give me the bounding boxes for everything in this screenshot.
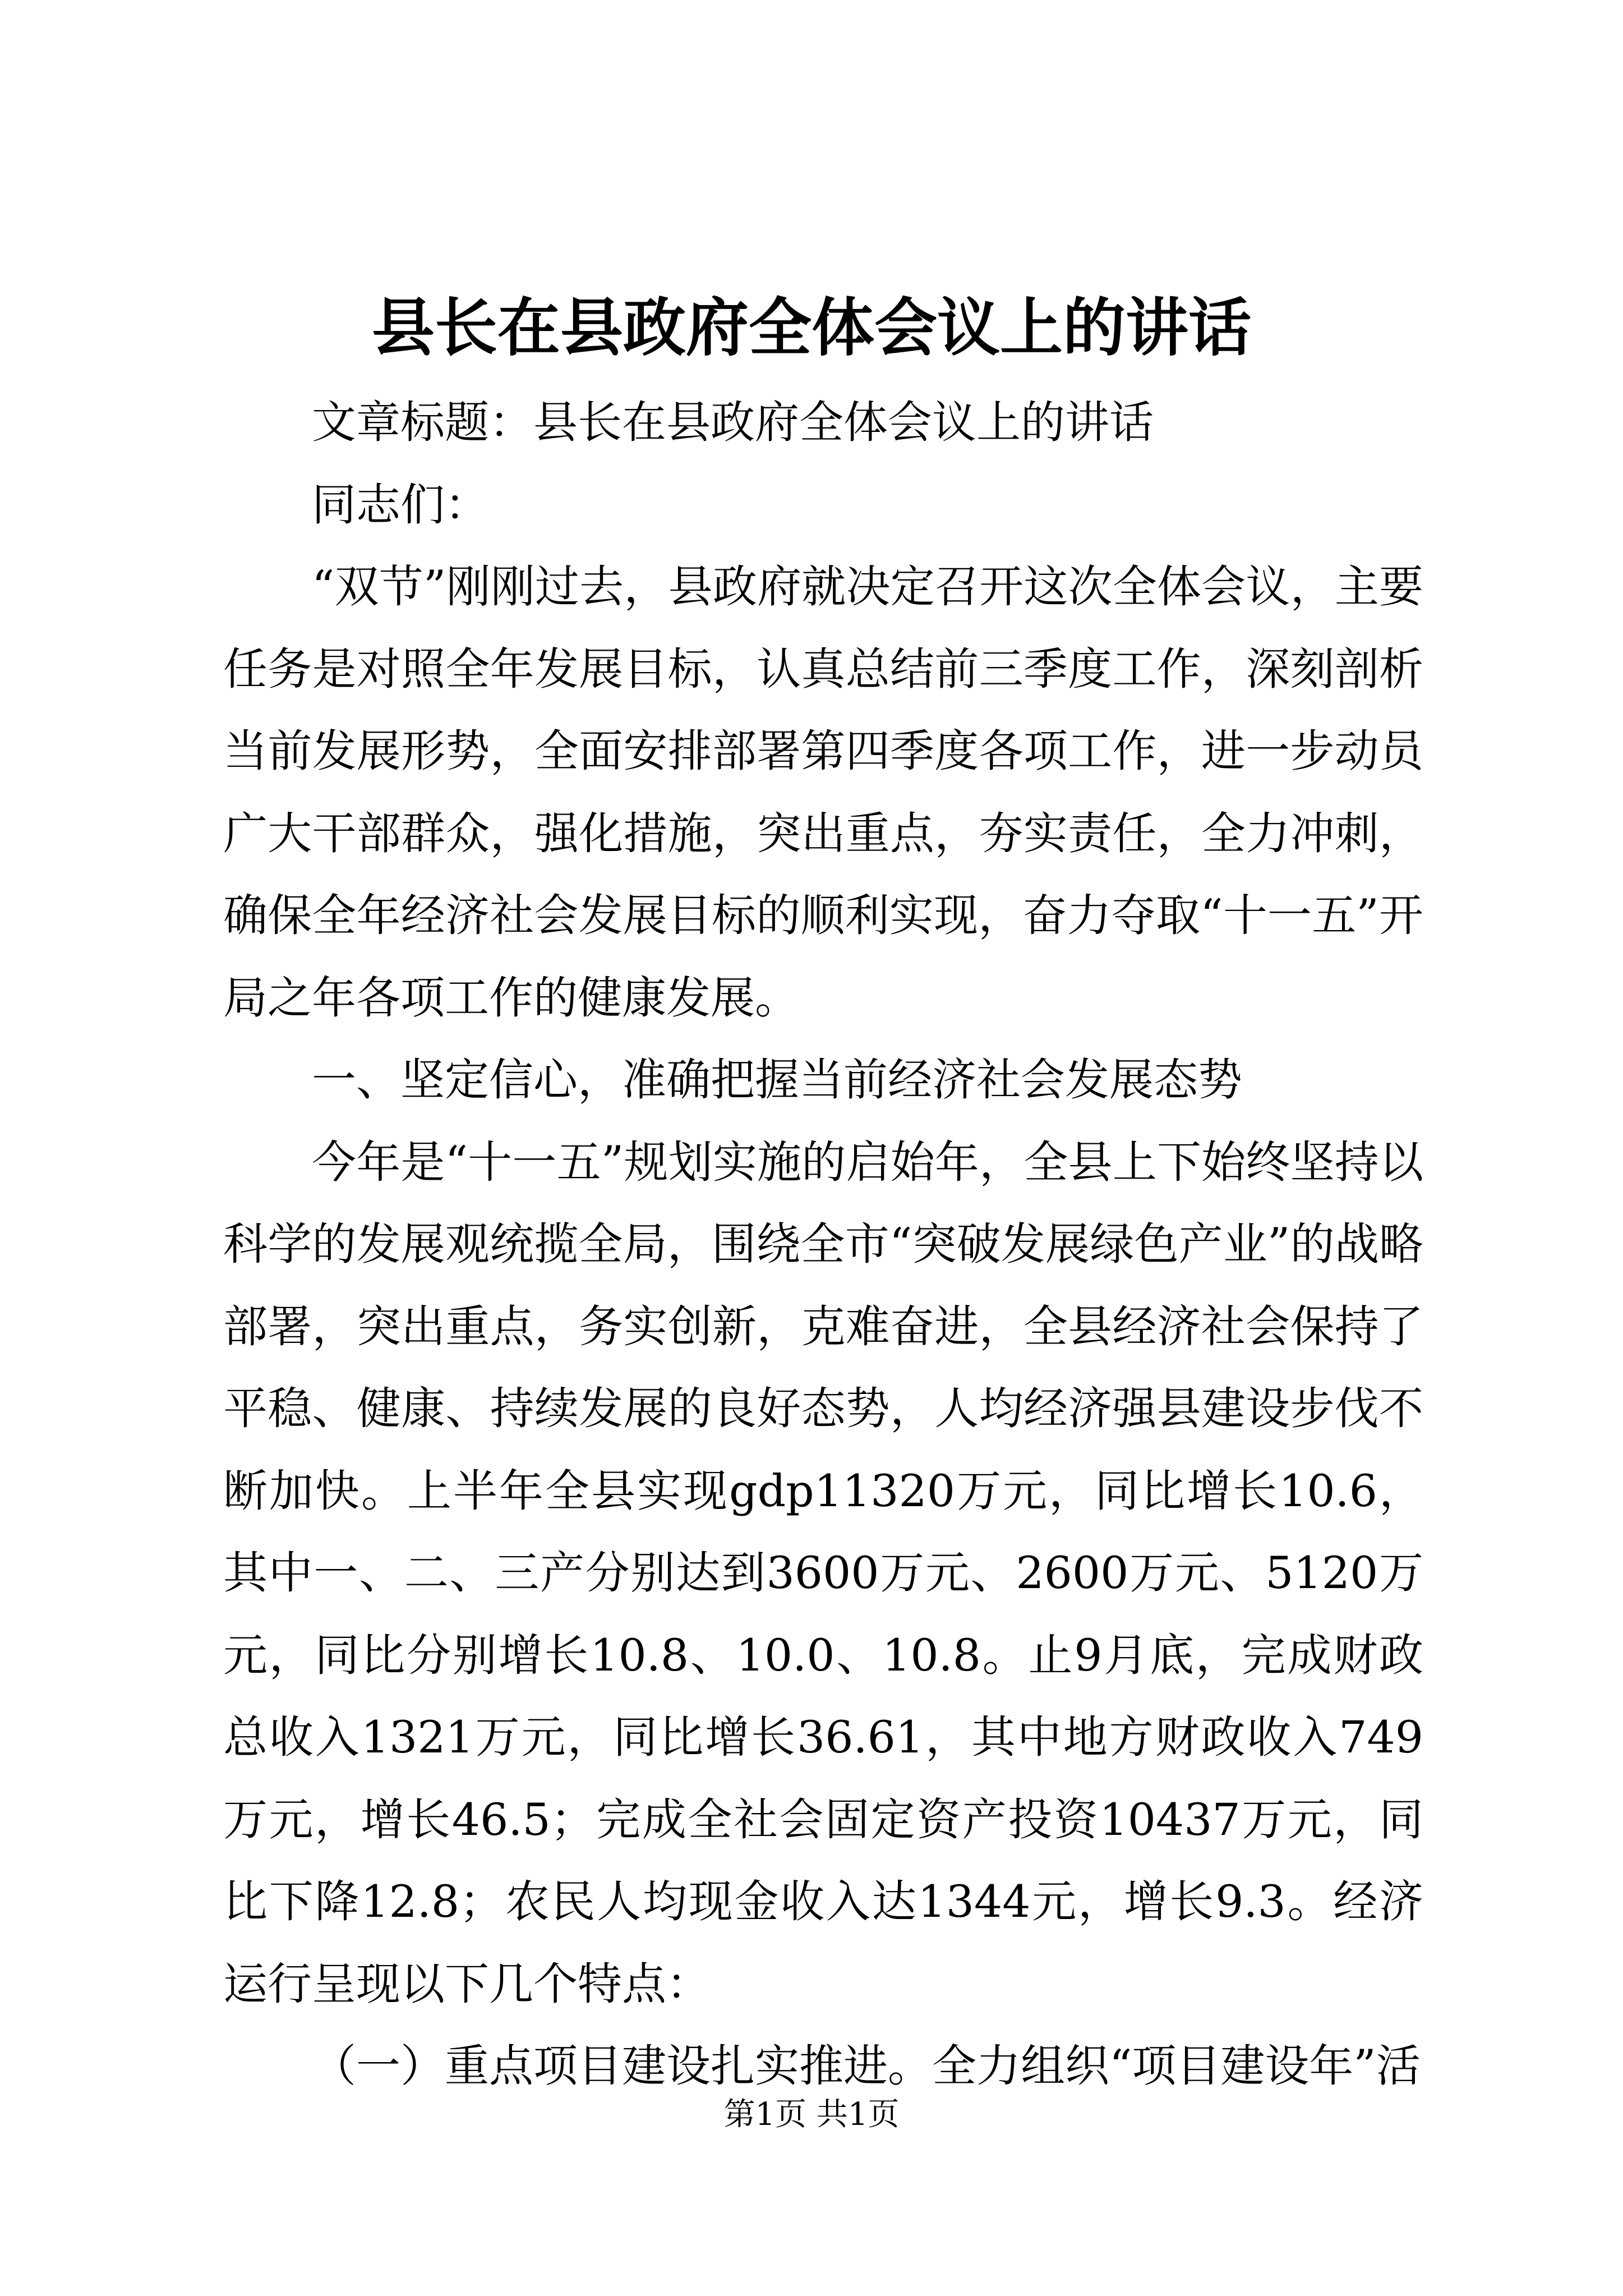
article-title-line: 文章标题：县长在县政府全体会议上的讲话	[312, 397, 1154, 448]
body-paragraph: 今年是“十一五”规划实施的启始年，全县上下始终坚持以科学的发展观统揽全局，围绕全市“突破发展绿色产业”的战略部署，突出重点，务实创新，克难奋进，全县经济社会保持了平稳、健康、持续发展的良好态势，人均经济强县建设步伐不断加快。上半年全县实现gdp11320万元，同比增长10.6，其中一、二、三产分别达到3600万元、2600万元、5120万元，同比分别增长10.8、10.0、10.8。止9月底，完成财政总收入1321万元，同比增长36.61，其中地方财政收入749万元，增长46.5；完成全社会固定资产投资10437万元，同比下降12.8；农民人均现金收入达1344元，增长9.3。经济运行呈现以下几个特点：	[223, 1136, 1423, 2010]
salutation: 同志们：	[312, 478, 489, 531]
page-footer	[0, 2092, 1623, 2137]
document-title: 县长在县政府全体会议上的讲话	[372, 292, 1251, 365]
intro-paragraph: “双节”刚刚过去，县政府就决定召开这次全体会议，主要任务是对照全年发展目标，认真总结前三季度工作，深刻剖析当前发展形势，全面安排部署第四季度各项工作，进一步动员广大干部群众，强化措施，突出重点，夯实责任，全力冲刺，确保全年经济社会发展目标的顺利实现，奋力夺取“十一五”开局之年各项工作的健康发展。	[223, 561, 1423, 1024]
page-number: 第1页 共1页	[723, 2096, 900, 2133]
subsection-paragraph: （一）重点项目建设扎实推进。全力组织“项目建设年”活	[312, 2040, 1421, 2092]
document-body	[223, 381, 1423, 2108]
section-heading: 一、坚定信心，准确把握当前经济社会发展态势	[312, 1054, 1242, 1106]
